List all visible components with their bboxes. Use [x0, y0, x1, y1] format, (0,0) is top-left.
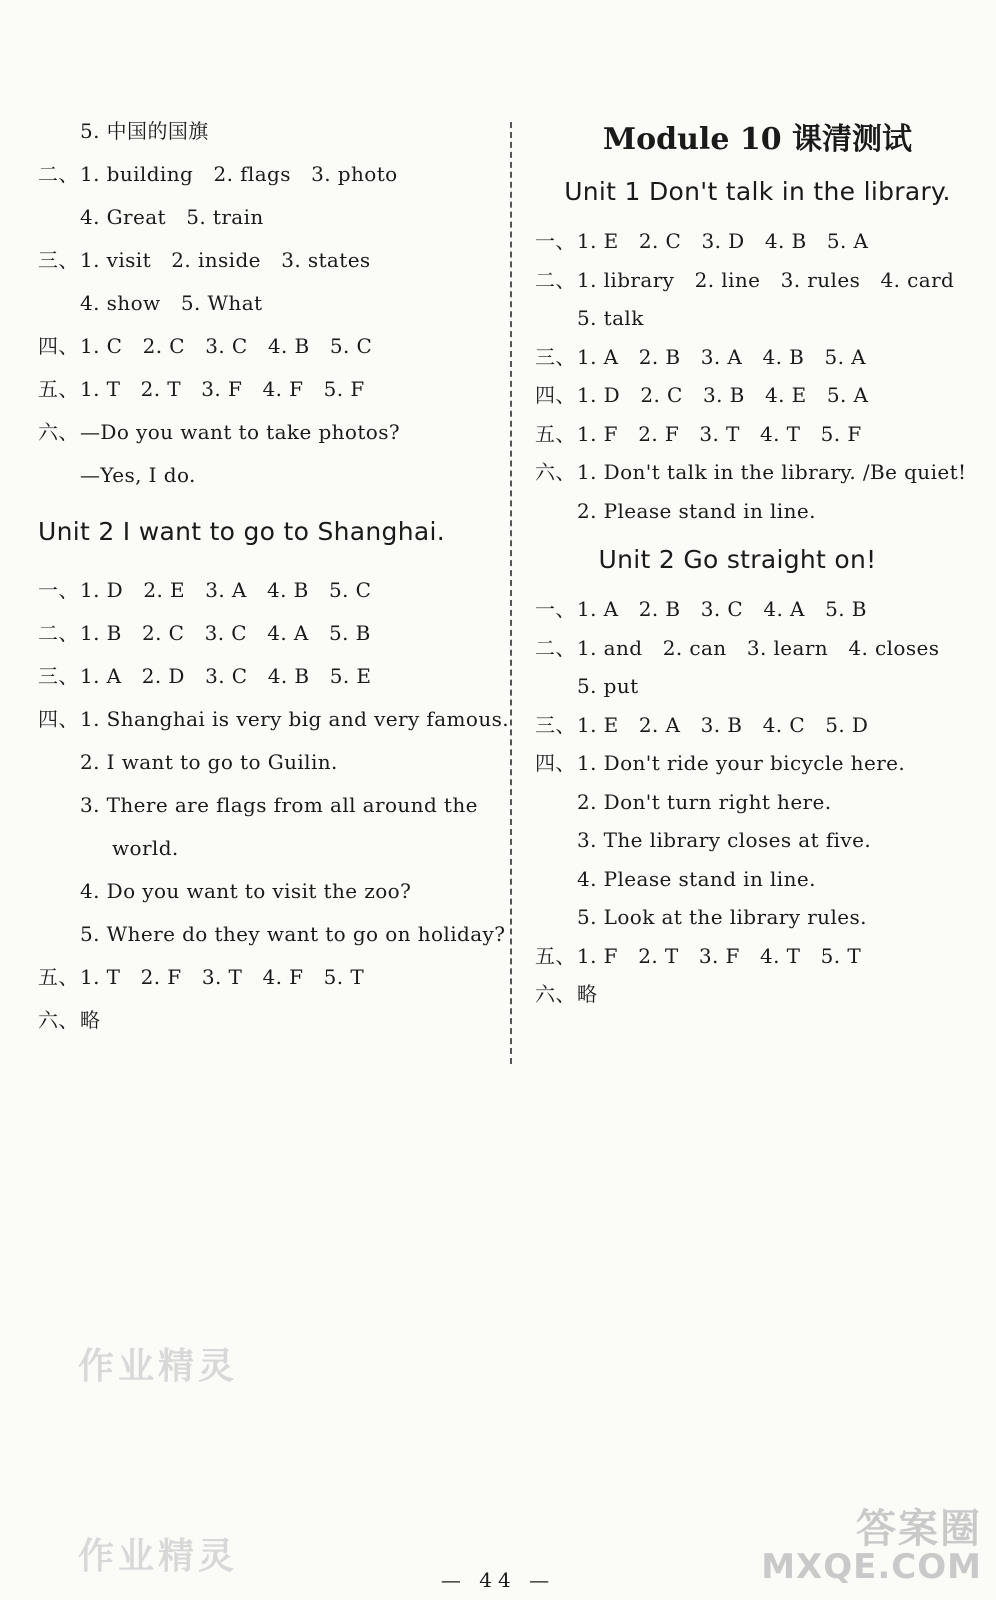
answer-text: 1. C 2. C 3. C 4. B 5. C	[80, 334, 373, 358]
section-marker: 五、	[535, 421, 576, 446]
answer-text: 5. 中国的国旗	[80, 119, 209, 143]
section-marker: 五、	[535, 943, 576, 968]
module-title: Module 10 课清测试	[602, 122, 913, 157]
answer-text: 1. Don't talk in the library. /Be quiet!	[577, 460, 967, 484]
unit2-title-left: Unit 2 I want to go to Shanghai.	[38, 517, 445, 546]
answer-text: 1. A 2. D 3. C 4. B 5. E	[80, 664, 372, 688]
unit1-answers	[535, 222, 980, 530]
section-marker: 四、	[535, 383, 576, 407]
unit2-title-right: Unit 2 Go straight on!	[598, 545, 877, 574]
section-marker: 二、	[535, 635, 576, 660]
answer-text: 3. The library closes at five.	[577, 828, 872, 852]
answer-text: 1. and 2. can 3. learn 4. closes	[577, 635, 940, 660]
site-logo	[761, 1508, 982, 1586]
answer-text: 4. show 5. What	[80, 291, 263, 315]
answer-text: 1. D 2. E 3. A 4. B 5. C	[80, 578, 372, 602]
answer-text: —Do you want to take photos?	[80, 420, 401, 444]
section-marker: 一、	[535, 597, 576, 621]
section-marker: 二、	[535, 267, 576, 292]
answer-line	[38, 153, 498, 196]
answer-text: 略	[80, 1008, 101, 1032]
answer-line	[38, 110, 498, 153]
answer-line	[535, 860, 980, 899]
answer-line	[38, 411, 498, 454]
answer-text: 2. Don't turn right here.	[577, 789, 832, 814]
answer-line	[535, 706, 980, 745]
answer-text: 5. Look at the library rules.	[577, 905, 867, 929]
answer-text: 3. There are flags from all around the	[80, 793, 478, 817]
answer-text: 5. talk	[577, 306, 644, 330]
section-marker: 五、	[38, 965, 79, 989]
left-answers-top	[38, 110, 498, 497]
section-marker: 六、	[38, 420, 79, 444]
section-marker: 五、	[38, 377, 79, 401]
section-marker: 一、	[535, 229, 576, 253]
section-marker: 三、	[38, 248, 79, 272]
answer-line	[38, 569, 498, 612]
unit1-title: Unit 1 Don't talk in the library.	[564, 177, 951, 206]
answer-text: 1. T 2. F 3. T 4. F 5. T	[80, 965, 365, 989]
watermark-text: 作业精灵	[78, 1536, 239, 1577]
right-column	[535, 118, 980, 1014]
section-marker: 六、	[38, 1008, 79, 1032]
answer-text: 1. E 2. C 3. D 4. B 5. A	[577, 229, 869, 253]
section-marker: 四、	[38, 707, 79, 731]
answer-line	[38, 282, 498, 325]
answer-text: world.	[112, 836, 179, 860]
section-marker: 六、	[535, 982, 576, 1006]
answer-text: 1. B 2. C 3. C 4. A 5. B	[80, 621, 371, 645]
left-answers-bottom	[38, 569, 510, 1042]
answer-line	[535, 629, 980, 668]
answer-line	[38, 741, 498, 784]
column-divider	[510, 122, 512, 1064]
section-marker: 三、	[535, 712, 576, 737]
answer-text: 2. Please stand in line.	[577, 498, 816, 523]
answer-line	[38, 956, 498, 999]
logo-line2: MXQE.COM	[761, 1547, 982, 1588]
answer-line	[535, 667, 980, 706]
section-marker: 三、	[535, 344, 576, 369]
answer-line	[535, 415, 980, 454]
answer-line	[38, 239, 498, 282]
answer-text: 1. Shanghai is very big and very famous.	[80, 707, 510, 731]
answer-line	[38, 196, 498, 239]
watermark-text: 作业精灵	[78, 1346, 239, 1387]
answer-text: 1. A 2. B 3. A 4. B 5. A	[577, 344, 867, 369]
answer-line	[535, 261, 980, 300]
answer-line	[38, 655, 498, 698]
answer-text: 5. put	[577, 674, 639, 698]
answer-line	[535, 222, 980, 261]
answer-line	[535, 937, 980, 976]
answer-line	[535, 590, 980, 629]
logo-line1: 答案圈	[856, 1506, 982, 1553]
answer-line	[535, 299, 980, 338]
answer-line	[535, 898, 980, 937]
answer-line	[38, 870, 498, 913]
answer-line	[535, 376, 980, 415]
answer-line	[38, 698, 510, 741]
answer-line	[38, 827, 498, 870]
answer-text: 1. F 2. F 3. T 4. T 5. F	[577, 421, 862, 446]
section-marker: 四、	[38, 334, 79, 358]
answer-text: 略	[577, 982, 598, 1006]
section-marker: 四、	[535, 751, 576, 775]
answer-text: 1. E 2. A 3. B 4. C 5. D	[577, 712, 869, 737]
answer-text: 5. Where do they want to go on holiday?	[80, 922, 506, 946]
answer-text: 1. building 2. flags 3. photo	[80, 162, 398, 186]
answer-text: 1. D 2. C 3. B 4. E 5. A	[577, 383, 869, 407]
answer-line	[535, 338, 980, 377]
answer-line	[38, 999, 498, 1042]
answer-line	[38, 612, 498, 655]
unit2-answers	[535, 590, 980, 1014]
answer-text: 1. Don't ride your bicycle here.	[577, 751, 906, 775]
answer-text: 1. T 2. T 3. F 4. F 5. F	[80, 377, 365, 401]
answer-text: 2. I want to go to Guilin.	[80, 750, 338, 774]
section-marker: 一、	[38, 578, 79, 602]
answer-text: 1. A 2. B 3. C 4. A 5. B	[577, 597, 867, 621]
answer-line	[38, 454, 498, 497]
answer-line	[535, 821, 980, 860]
section-marker: 二、	[38, 621, 79, 645]
answer-line	[535, 783, 980, 822]
answer-line	[535, 975, 980, 1014]
section-marker: 六、	[535, 460, 576, 484]
answer-line	[38, 784, 498, 827]
answer-line	[535, 744, 980, 783]
answer-line	[38, 368, 498, 411]
answer-text: 1. visit 2. inside 3. states	[80, 248, 371, 272]
answer-line	[38, 913, 506, 956]
section-marker: 二、	[38, 162, 79, 186]
answer-text: 1. library 2. line 3. rules 4. card	[577, 267, 955, 292]
answer-line	[535, 492, 980, 531]
answer-line	[38, 325, 498, 368]
answer-text: 1. F 2. T 3. F 4. T 5. T	[577, 943, 862, 968]
left-column	[38, 110, 510, 1042]
section-marker: 三、	[38, 664, 79, 688]
answer-line	[535, 453, 980, 492]
answer-text: 4. Do you want to visit the zoo?	[80, 879, 412, 903]
answer-text: 4. Please stand in line.	[577, 866, 816, 891]
answer-text: 4. Great 5. train	[80, 205, 264, 229]
page-number: — 44 —	[440, 1568, 556, 1592]
answer-text: —Yes, I do.	[80, 463, 196, 487]
